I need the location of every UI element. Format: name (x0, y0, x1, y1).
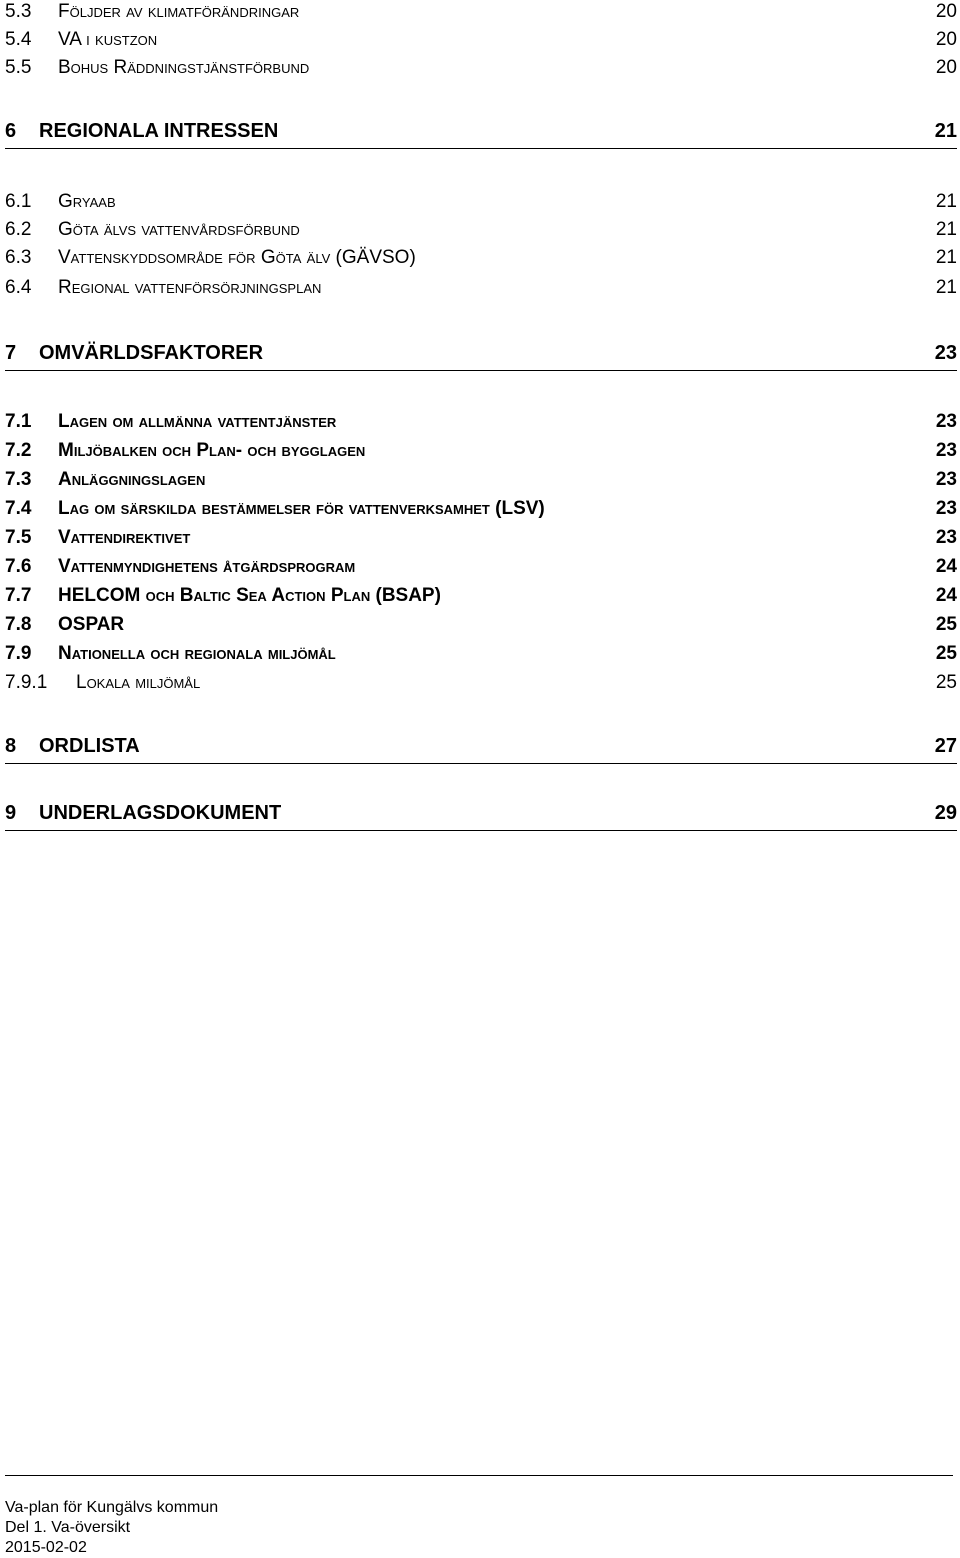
toc-entry[interactable] (5, 468, 957, 492)
footer-document-part: Del 1. Va-översikt (5, 1519, 131, 1536)
toc-entry[interactable] (5, 218, 957, 242)
toc-entry[interactable] (5, 613, 957, 637)
toc-entry-title: Vattendirektivet (58, 527, 191, 548)
toc-entry[interactable] (5, 56, 957, 80)
footer-date: 2015-02-02 (5, 1539, 87, 1556)
toc-entry-title: Göta älvs vattenvårdsförbund (58, 219, 300, 240)
toc-entry[interactable] (5, 439, 957, 463)
toc-entry-number: 7.3 (5, 469, 32, 490)
toc-entry-number: 7.5 (5, 527, 32, 548)
toc-entry[interactable] (5, 526, 957, 550)
toc-entry-number: 6.1 (5, 191, 32, 212)
toc-chapter-6[interactable] (5, 118, 957, 149)
footer-divider (5, 1475, 953, 1476)
toc-entry-number: 7.4 (5, 498, 32, 519)
toc-entry-page: 20 (935, 1, 957, 22)
toc-entry-page: 21 (935, 219, 957, 240)
toc-entry-title: Gryaab (58, 191, 116, 212)
toc-entry[interactable] (5, 410, 957, 434)
toc-entry-page: 21 (935, 191, 957, 212)
toc-entry-title: HELCOM och Baltic Sea Action Plan (BSAP) (58, 585, 441, 606)
toc-entry-page: 23 (935, 440, 957, 461)
toc-entry[interactable] (5, 497, 957, 521)
toc-chapter-page: 21 (934, 120, 957, 142)
toc-chapter-number: 9 (5, 802, 17, 824)
toc-subentry[interactable] (5, 671, 957, 695)
toc-entry-number: 7.7 (5, 585, 32, 606)
toc-entry-number: 5.5 (5, 57, 32, 78)
toc-chapter-8[interactable] (5, 733, 957, 764)
toc-entry-title: OSPAR (58, 614, 125, 635)
toc-entry-number: 6.2 (5, 219, 32, 240)
toc-chapter-page: 27 (934, 735, 957, 757)
toc-entry-page: 21 (935, 277, 957, 298)
toc-entry-page: 24 (935, 556, 957, 577)
toc-chapter-title: REGIONALA INTRESSEN (39, 120, 279, 142)
toc-entry-number: 5.4 (5, 29, 32, 50)
toc-entry-page: 23 (935, 527, 957, 548)
toc-chapter-number: 6 (5, 120, 17, 142)
toc-entry-number: 7.6 (5, 556, 32, 577)
toc-entry-page: 25 (935, 614, 957, 635)
toc-chapter-title: OMVÄRLDSFAKTORER (39, 342, 264, 364)
toc-chapter-number: 8 (5, 735, 17, 757)
toc-entry-number: 7.9.1 (5, 672, 48, 693)
toc-entry-title: Vattenskyddsområde för Göta älv (GÄVSO) (58, 247, 416, 268)
toc-entry-number: 7.2 (5, 440, 32, 461)
toc-entry[interactable] (5, 0, 957, 24)
toc-entry-number: 7.9 (5, 643, 32, 664)
toc-entry-page: 20 (935, 57, 957, 78)
toc-entry-number: 6.4 (5, 277, 32, 298)
toc-entry-number: 7.1 (5, 411, 32, 432)
toc-entry[interactable] (5, 190, 957, 214)
toc-entry-title: Lokala miljömål (76, 672, 201, 693)
toc-entry-number: 6.3 (5, 247, 32, 268)
toc-entry-page: 23 (935, 469, 957, 490)
toc-entry-number: 5.3 (5, 1, 32, 22)
footer-document-title: Va-plan för Kungälvs kommun (5, 1499, 219, 1516)
toc-entry-page: 23 (935, 498, 957, 519)
toc-chapter-number: 7 (5, 342, 17, 364)
toc-entry-title: Regional vattenförsörjningsplan (58, 277, 322, 298)
toc-entry-page: 21 (935, 247, 957, 268)
toc-entry-page: 25 (935, 672, 957, 693)
toc-entry[interactable] (5, 584, 957, 608)
toc-entry-title: Lagen om allmänna vattentjänster (58, 411, 337, 432)
toc-chapter-title: ORDLISTA (39, 735, 140, 757)
toc-entry-title: Anläggningslagen (58, 469, 206, 490)
toc-chapter-title: UNDERLAGSDOKUMENT (39, 802, 282, 824)
toc-entry-title: Följder av klimatförändringar (58, 1, 300, 22)
toc-entry[interactable] (5, 555, 957, 579)
toc-entry-page: 25 (935, 643, 957, 664)
toc-entry-page: 24 (935, 585, 957, 606)
toc-entry-title: Lag om särskilda bestämmelser för vattenverksamhet (LSV) (58, 498, 545, 519)
toc-entry-title: Bohus Räddningstjänstförbund (58, 57, 310, 78)
toc-entry-title: Vattenmyndighetens åtgärdsprogram (58, 556, 356, 577)
toc-entry-page: 23 (935, 411, 957, 432)
toc-entry-page: 20 (935, 29, 957, 50)
toc-chapter-page: 23 (934, 342, 957, 364)
toc-entry-title: VA i kustzon (58, 29, 158, 50)
toc-entry[interactable] (5, 28, 957, 52)
toc-chapter-page: 29 (934, 802, 957, 824)
toc-chapter-7[interactable] (5, 340, 957, 371)
toc-chapter-9[interactable] (5, 800, 957, 831)
toc-entry-title: Miljöbalken och Plan- och bygglagen (58, 440, 366, 461)
toc-entry[interactable] (5, 642, 957, 666)
toc-entry-title: Nationella och regionala miljömål (58, 643, 336, 664)
toc-entry[interactable] (5, 246, 957, 270)
toc-entry-number: 7.8 (5, 614, 32, 635)
toc-entry[interactable] (5, 276, 957, 300)
